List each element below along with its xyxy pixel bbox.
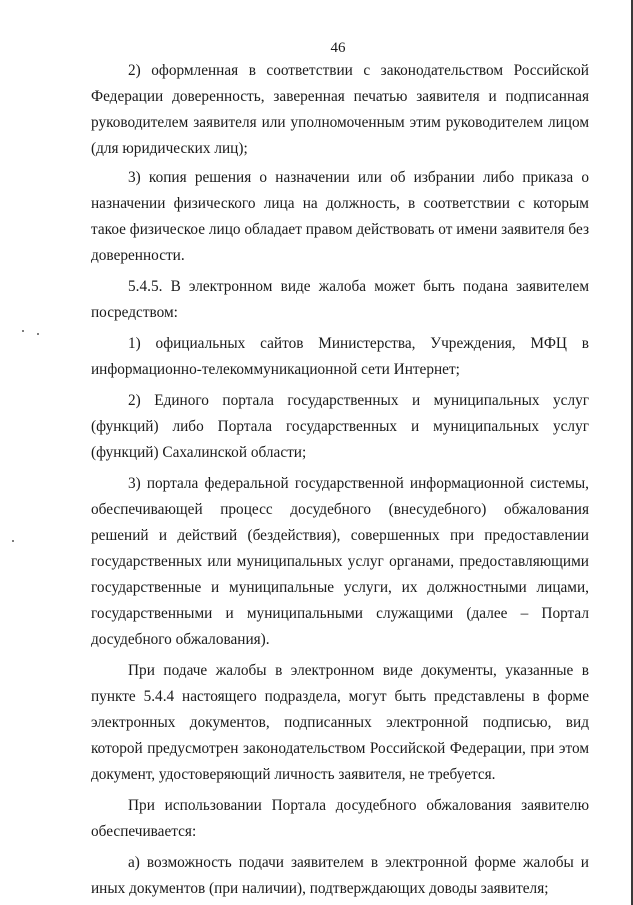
paragraph-electronic-documents: При подаче жалобы в электронном виде документы, указанные в пункте 5.4.4 настоящего подраздела, могут быть представлены в форме электронных документов, подписанных электронной подписью, вид которой предусмотрен законодательством Российской Федерации, при этом документ, удостоверяющий личность заявителя, не требуется. xyxy=(91,662,589,783)
paragraph-appointment-copy: 3) копия решения о назначении или об избрании либо приказа о назначении физического лица на должность, в соответствии с которым такое физическое лицо обладает правом действовать от имени заявителя без доверенности. xyxy=(91,169,589,264)
paragraph-power-of-attorney: 2) оформленная в соответствии с законодательством Российской Федерации доверенность, заверенная печатью заявителя и подписанная руководителем заявителя или уполномоченным этим руководителем лицом (для юридических лиц); xyxy=(91,62,589,157)
scan-speck xyxy=(12,540,14,542)
paragraph-portal-provides: При использовании Портала досудебного обжалования заявителю обеспечивается: xyxy=(91,797,589,840)
paragraph-official-sites: 1) официальных сайтов Министерства, Учреждения, МФЦ в информационно-телекоммуникационной сети Интернет; xyxy=(91,335,589,378)
paragraph-electronic-complaint: 5.4.5. В электронном виде жалоба может быть подана заявителем посредством: xyxy=(91,278,589,321)
scan-speck xyxy=(22,330,24,332)
paragraph-unified-portal: 2) Единого портала государственных и муниципальных услуг (функций) либо Портала государственных и муниципальных услуг (функций) Сахалинской области; xyxy=(91,392,589,461)
page-number: 46 xyxy=(330,40,346,56)
scan-speck xyxy=(37,333,39,335)
paragraph-item-a: а) возможность подачи заявителем в электронной форме жалобы и иных документов (при наличии), подтверждающих доводы заявителя; xyxy=(91,854,589,897)
document-body xyxy=(91,58,589,902)
paragraph-appeal-portal: 3) портала федеральной государственной информационной системы, обеспечивающей процесс досудебного (внесудебного) обжалования решений и действий (бездействия), совершенных при предоставлении государственных или муниципальных услуг органами, предоставляющими государственные и муниципальные услуги, их должностными лицами, государственными и муниципальными служащими (далее – Портал досудебного обжалования). xyxy=(91,475,589,648)
